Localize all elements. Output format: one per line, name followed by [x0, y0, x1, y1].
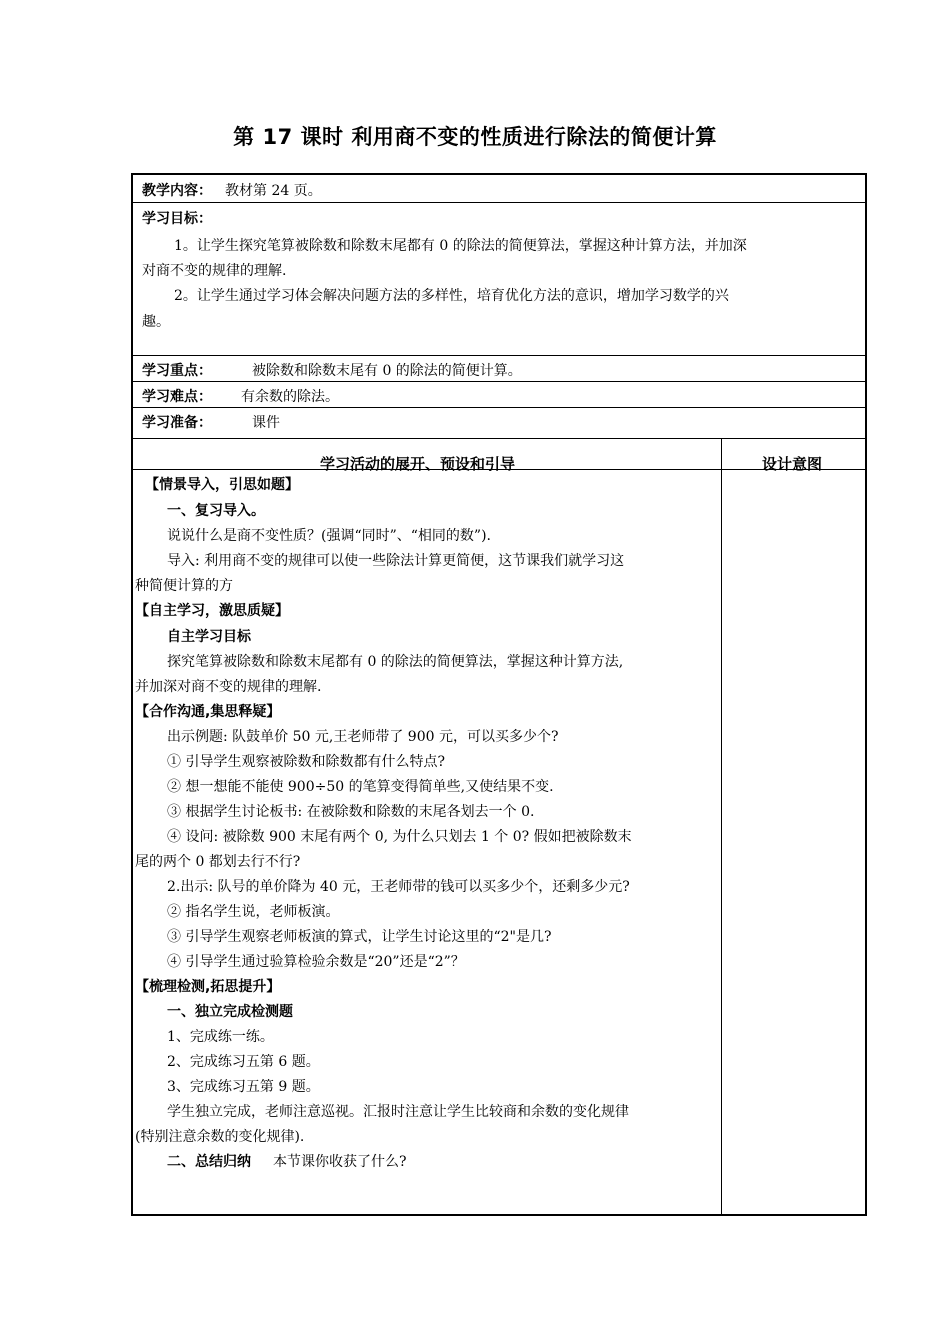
body-line: ④ 设问: 被除数 900 末尾有两个 0, 为什么只划去 1 个 0? 假如把被除数末: [167, 829, 632, 845]
body-line: ④ 引导学生通过验算检验余数是“20”还是“2”？: [167, 954, 465, 970]
body-line: 2、完成练习五第 6 题。: [167, 1054, 320, 1070]
row-content: [133, 175, 865, 203]
body-line: ③ 引导学生观察老师板演的算式，让学生讨论这里的“2"是几?: [167, 929, 552, 945]
row-difficulty: [133, 382, 865, 408]
page-title: 第 17 课时 利用商不变的性质进行除法的简便计算: [233, 125, 717, 149]
subsection-heading: 一、独立完成检测题: [167, 1004, 293, 1020]
objective-line: 对商不变的规律的理解.: [142, 263, 287, 279]
row-objectives: [133, 203, 865, 356]
body-line: 尾的两个 0 都划去行不行?: [135, 854, 301, 870]
lesson-plan-table: [131, 173, 867, 1216]
body-line: 并加深对商不变的规律的理解.: [135, 679, 322, 695]
body-line: ① 引导学生观察被除数和除数都有什么特点?: [167, 754, 445, 770]
body-line: 本节课你收获了什么?: [273, 1154, 407, 1170]
objectives-label: 学习目标：: [142, 211, 212, 227]
preparation-label: 学习准备：: [142, 415, 212, 431]
content-label: 教学内容：: [142, 183, 212, 199]
body-line: 1、完成练一练。: [167, 1029, 274, 1045]
subsection-heading: 自主学习目标: [167, 629, 251, 645]
body-line: (特别注意余数的变化规律).: [135, 1129, 305, 1145]
subsection-heading: 二、总结归纳: [167, 1154, 251, 1170]
body-line: 出示例题: 队鼓单价 50 元,王老师带了 900 元，可以买多少个?: [167, 729, 559, 745]
body-line: 3、完成练习五第 9 题。: [167, 1079, 320, 1095]
subsection-heading: 一、复习导入。: [167, 503, 265, 519]
key-point-text: 被除数和除数末尾有 0 的除法的简便计算。: [252, 363, 522, 379]
body-line: ③ 根据学生讨论板书: 在被除数和除数的末尾各划去一个 0.: [167, 804, 535, 820]
design-header: 设计意图: [762, 455, 823, 473]
column-divider: [721, 439, 722, 1216]
section-heading: 【梳理检测,拓思提升】: [135, 979, 281, 995]
difficulty-label: 学习难点：: [142, 389, 212, 405]
objective-line: 趣。: [142, 314, 170, 330]
content-text: 教材第 24 页。: [225, 183, 322, 199]
objective-line: 1。让学生探究笔算被除数和除数末尾都有 0 的除法的简便算法，掌握这种计算方法，并加深: [174, 238, 747, 254]
body-line: ② 指名学生说，老师板演。: [167, 904, 340, 920]
row-preparation: [133, 408, 865, 439]
key-point-label: 学习重点：: [142, 363, 212, 379]
difficulty-text: 有余数的除法。: [241, 389, 339, 405]
body-line: ② 想一想能不能使 900÷50 的笔算变得简单些,又使结果不变.: [167, 779, 554, 795]
activity-header: 学习活动的展开、预设和引导: [320, 455, 516, 473]
objective-line: 2。让学生通过学习体会解决问题方法的多样性，培育优化方法的意识，增加学习数学的兴: [174, 288, 729, 304]
section-heading: 【合作沟通,集思释疑】: [135, 704, 281, 720]
body-line: 学生独立完成，老师注意巡视。汇报时注意让学生比较商和余数的变化规律: [167, 1104, 629, 1120]
body-line: 导入: 利用商不变的规律可以使一些除法计算更简便，这节课我们就学习这: [167, 553, 625, 569]
body-line: 种简便计算的方: [135, 578, 233, 594]
section-heading: 【情景导入，引思如题】: [145, 477, 299, 493]
body-line: 2.出示: 队号的单价降为 40 元，王老师带的钱可以买多少个，还剩多少元?: [167, 879, 630, 895]
body-line: 探究笔算被除数和除数末尾都有 0 的除法的简便算法，掌握这种计算方法,: [167, 654, 624, 670]
row-key-point: [133, 356, 865, 382]
section-heading: 【自主学习，激思质疑】: [135, 603, 289, 619]
body-line: 说说什么是商不变性质？(强调“同时”、“相同的数”).: [167, 528, 492, 544]
preparation-text: 课件: [252, 415, 280, 431]
